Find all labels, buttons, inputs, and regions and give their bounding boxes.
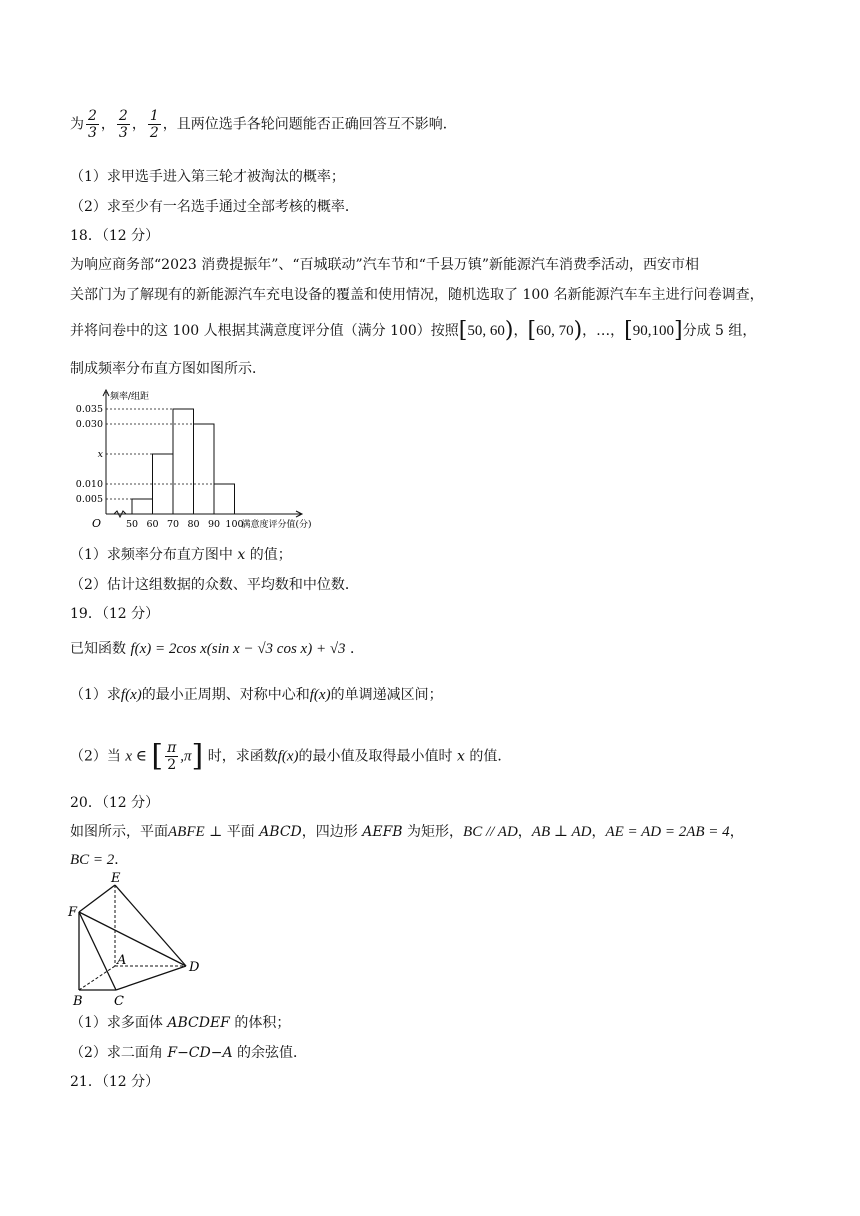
text: 已知函数 bbox=[70, 641, 126, 657]
label-e: E bbox=[111, 872, 121, 886]
frac-den: 2 bbox=[167, 757, 177, 773]
text: 为矩形， bbox=[402, 824, 464, 840]
q19-part2 bbox=[70, 740, 511, 773]
text: 如图所示，平面 bbox=[70, 824, 168, 840]
q18-paragraph-line3 bbox=[70, 318, 757, 343]
text: 为 bbox=[70, 116, 84, 133]
polyhedron-figure bbox=[66, 872, 216, 1010]
bracket: [ bbox=[624, 318, 633, 343]
q20-stem-line1 bbox=[70, 822, 744, 842]
q18-part2: （2）估计这组数据的众数、平均数和中位数． bbox=[70, 577, 359, 593]
variable-x-in: x ∈ bbox=[125, 748, 147, 765]
text: ， bbox=[100, 116, 115, 133]
label-f: F bbox=[68, 905, 78, 920]
y-tick-label: x bbox=[97, 449, 103, 460]
text: 的单调递减区间； bbox=[330, 687, 443, 703]
label-a: A bbox=[117, 953, 127, 968]
frac-num: 2 bbox=[88, 108, 97, 124]
histogram-bar bbox=[214, 484, 235, 514]
frac-den: 2 bbox=[149, 125, 159, 141]
text: ， bbox=[591, 824, 606, 840]
bracket: ] bbox=[191, 738, 204, 774]
length-condition: AE = AD = 2AB = 4 bbox=[605, 824, 730, 840]
frac-num: 2 bbox=[118, 108, 128, 124]
bc-length: BC = 2 bbox=[70, 852, 115, 868]
text: ，四边形 bbox=[301, 824, 363, 840]
text: （1）求 bbox=[70, 687, 121, 703]
frequency-histogram bbox=[70, 386, 350, 534]
q18-paragraph-line2: 关部门为了解现有的新能源汽车充电设备的覆盖和使用情况，随机选取了 100 名新能源汽车车主进行问卷调查， bbox=[70, 287, 764, 303]
q17-part2: （2）求至少有一名选手通过全部考核的概率． bbox=[70, 199, 359, 215]
perpendicular-condition: AB ⊥ AD bbox=[531, 824, 592, 840]
text: （2）求二面角 bbox=[70, 1045, 168, 1061]
text: 的值； bbox=[245, 547, 292, 563]
function-f: f(x) bbox=[309, 687, 331, 703]
q18-header: 18．（12 分） bbox=[70, 228, 160, 244]
function-f: f(x) bbox=[277, 748, 299, 765]
frac-num: 1 bbox=[149, 108, 159, 124]
text: 的最小值及取得最小值时 bbox=[298, 748, 457, 765]
x-tick-label: 100 bbox=[225, 519, 244, 530]
polyhedron-name: ABCDEF bbox=[167, 1015, 230, 1031]
bracket: [ bbox=[527, 318, 537, 343]
origin-label: O bbox=[92, 517, 102, 530]
variable-x: x bbox=[237, 547, 246, 563]
text: 的最小正周期、对称中心和 bbox=[141, 687, 310, 703]
text: ， bbox=[729, 824, 744, 840]
text: ⊥ 平面 bbox=[204, 824, 260, 840]
y-axis-label: 频率/组距 bbox=[110, 392, 150, 402]
label-d: D bbox=[189, 960, 200, 975]
text: （1）求多面体 bbox=[70, 1015, 168, 1031]
paren: ) bbox=[504, 318, 514, 343]
text: 的值． bbox=[464, 748, 512, 765]
bracket: [ bbox=[458, 318, 468, 343]
text: ， bbox=[513, 323, 528, 339]
y-tick-label: 0.030 bbox=[75, 419, 103, 430]
text: ， bbox=[517, 824, 532, 840]
interval-60-70: 60, 70 bbox=[536, 323, 574, 339]
label-b: B bbox=[73, 994, 83, 1009]
q18-paragraph-line4: 制成频率分布直方图如图所示． bbox=[70, 361, 266, 377]
text: ，…， bbox=[582, 323, 625, 339]
frac-num: π bbox=[167, 740, 177, 756]
text: （1）求频率分布直方图中 bbox=[70, 547, 238, 563]
q17-part1: （1）求甲选手进入第三轮才被淘汰的概率； bbox=[70, 169, 345, 185]
text: ，且两位选手各轮问题能否正确回答互不影响． bbox=[162, 116, 457, 133]
x-tick-label: 60 bbox=[146, 519, 159, 530]
q18-paragraph-line1: 为响应商务部“2023 消费提振年”、“百城联动”汽车节和“千县万镇”新能源汽车消费季活动，西安市相 bbox=[70, 257, 700, 273]
q20-part1 bbox=[70, 1013, 290, 1033]
dihedral-angle-name: F−CD−A bbox=[167, 1045, 233, 1061]
x-tick-label: 50 bbox=[125, 519, 139, 530]
q17-probability-line bbox=[70, 108, 457, 141]
frac-den: 3 bbox=[88, 125, 97, 141]
q19-stem bbox=[70, 639, 364, 659]
paren: ) bbox=[573, 318, 583, 343]
text: ， bbox=[131, 116, 146, 133]
text: ． bbox=[114, 852, 129, 868]
q18-part1 bbox=[70, 545, 292, 565]
text: 时，求函数 bbox=[207, 748, 278, 765]
text: 的余弦值． bbox=[232, 1045, 308, 1061]
q19-part1 bbox=[70, 685, 443, 705]
q21-header: 21．（12 分） bbox=[70, 1074, 160, 1090]
y-tick-label: 0.035 bbox=[75, 404, 103, 415]
x-tick-label: 90 bbox=[207, 519, 221, 530]
fraction-2-3 bbox=[117, 108, 130, 141]
frac-den: 3 bbox=[118, 125, 128, 141]
q20-stem-line2 bbox=[70, 850, 128, 870]
interval-50-60: 50, 60 bbox=[467, 323, 505, 339]
fraction-1-2 bbox=[148, 108, 161, 141]
y-tick-label: 0.005 bbox=[75, 494, 103, 505]
histogram-bar bbox=[194, 424, 215, 514]
edge-cd bbox=[116, 966, 186, 990]
label-c: C bbox=[114, 994, 124, 1009]
bracket: [ bbox=[151, 738, 164, 774]
interval-upper: ,π bbox=[180, 748, 192, 765]
text: 分成 5 组， bbox=[682, 323, 757, 339]
text: ． bbox=[350, 641, 365, 657]
edge-fd bbox=[79, 912, 186, 966]
variable-x: x bbox=[456, 748, 465, 765]
x-axis-label: 满意度评分值(分) bbox=[241, 520, 312, 530]
bracket: ] bbox=[674, 318, 683, 343]
parallel-condition: BC // AD bbox=[463, 824, 518, 840]
histogram-bar bbox=[173, 409, 194, 514]
plane-abfe: ABFE bbox=[168, 824, 205, 840]
text: （2）当 bbox=[70, 748, 121, 765]
quad-aefb: AEFB bbox=[362, 824, 403, 840]
x-tick-label: 80 bbox=[187, 519, 200, 530]
text: 的体积； bbox=[229, 1015, 291, 1031]
edge-fe bbox=[79, 885, 115, 912]
q19-header: 19．（12 分） bbox=[70, 606, 160, 622]
q20-part2 bbox=[70, 1043, 307, 1063]
q20-header: 20．（12 分） bbox=[70, 795, 160, 811]
function-formula: f(x) = 2cos x(sin x − √3 cos x) + √3 bbox=[130, 641, 346, 657]
fraction-pi-2 bbox=[165, 740, 178, 773]
plane-abcd: ABCD bbox=[259, 824, 302, 840]
edge-fc bbox=[79, 912, 116, 990]
fraction-2-3 bbox=[86, 108, 99, 141]
histogram-bar bbox=[132, 499, 153, 514]
text: 并将问卷中的这 100 人根据其满意度评分值（满分 100）按照 bbox=[70, 323, 459, 339]
x-tick-label: 70 bbox=[166, 519, 180, 530]
y-tick-label: 0.010 bbox=[75, 479, 103, 490]
function-f: f(x) bbox=[120, 687, 142, 703]
interval-90-100: 90,100 bbox=[632, 323, 675, 339]
